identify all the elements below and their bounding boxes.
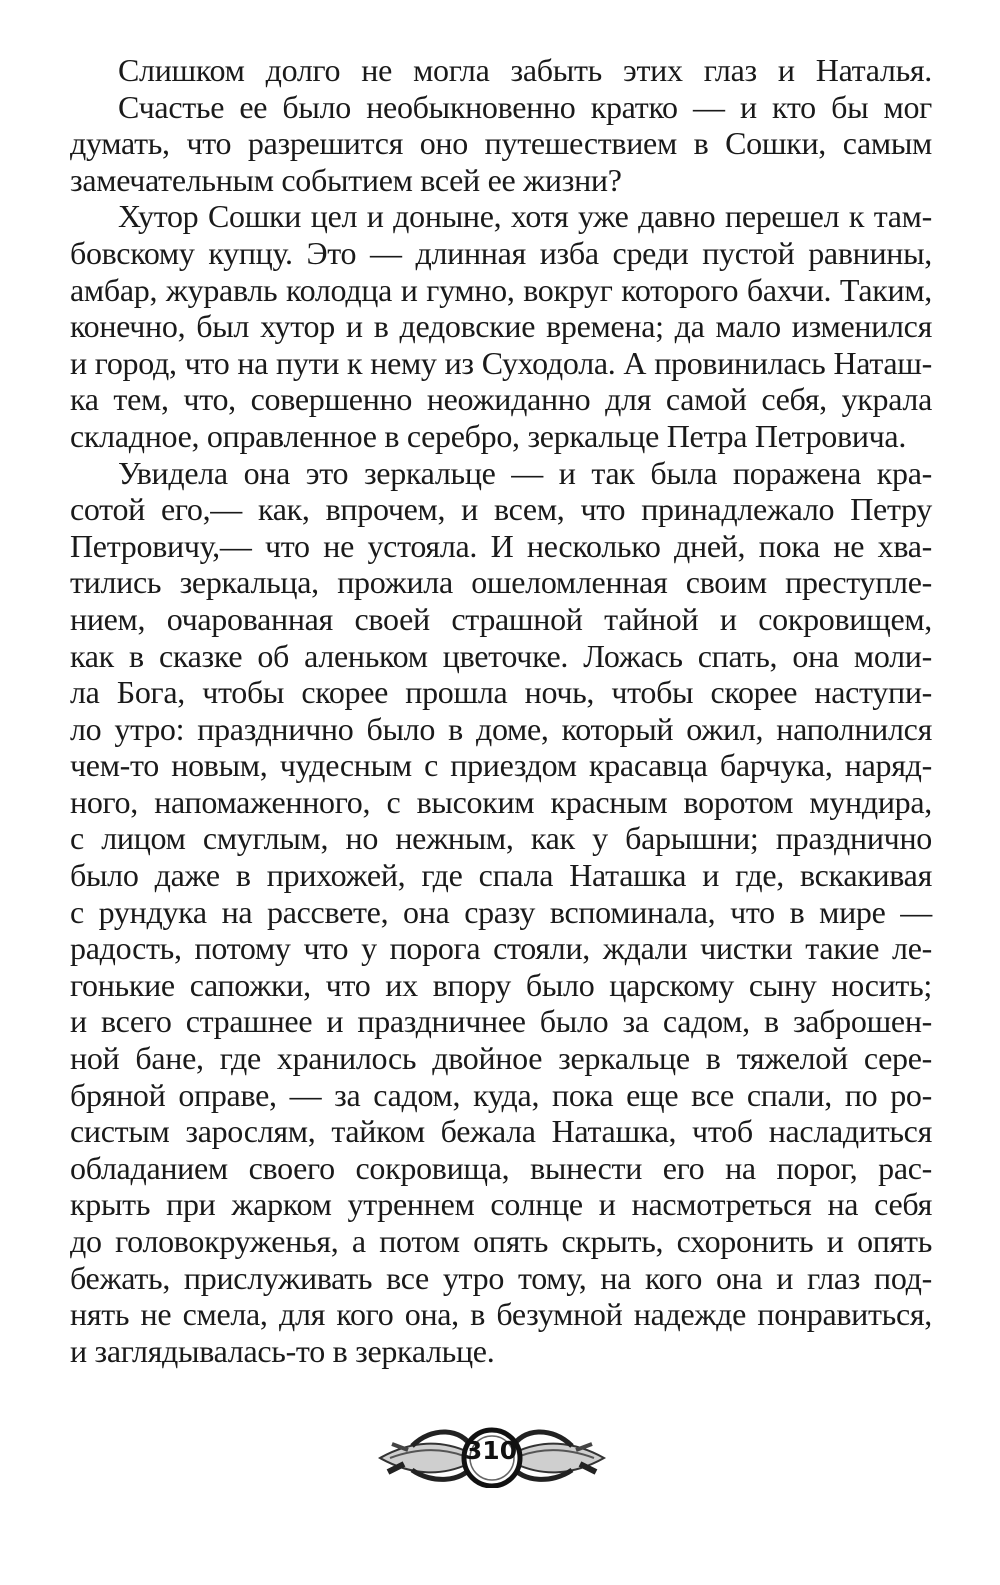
text-line: нять не смела, для кого она, в безумной надежде понравиться, — [70, 1296, 932, 1333]
text-line: Петровичу,— что не устояла. И несколько дней, пока не хва- — [70, 527, 932, 564]
text-line: ло утро: празднично было в доме, который ожил, наполнился — [70, 710, 932, 747]
text-line: ка тем, что, совершенно неожиданно для самой себя, украла — [70, 381, 932, 418]
text-line: нием, очарованная своей страшной тайной и сокровищем, — [70, 600, 932, 637]
page-number: 310 — [464, 1436, 518, 1465]
text-line: крыть при жарком утреннем солнце и насмотреться на себя — [70, 1186, 932, 1223]
text-line: как в сказке об аленьком цветочке. Ложась спать, она моли- — [70, 637, 932, 674]
text-line: ной бане, где хранилось двойное зеркальце в тяжелой сере- — [70, 1040, 932, 1077]
text-line: и город, что на пути к нему из Суходола. А провинилась Наташ- — [70, 344, 932, 381]
text-line: ного, напомаженного, с высоким красным воротом мундира, — [70, 783, 932, 820]
text-line: с рундука на рассвете, она сразу вспоминала, что в мире — — [70, 893, 932, 930]
text-line: тились зеркальца, прожила ошеломленная своим преступле- — [70, 564, 932, 601]
text-line: амбар, журавль колодца и гумно, вокруг которого бахчи. Таким, — [70, 271, 932, 308]
text-line: Счастье ее было необыкновенно кратко — и кто бы мог — [118, 88, 932, 125]
text-page — [70, 52, 932, 1369]
text-line: до головокруженья, а потом опять скрыть, схоронить и опять — [70, 1223, 932, 1259]
text-line: конечно, был хутор и в дедовские времена; да мало изменился — [70, 308, 932, 345]
text-line: замечательным событием всей ее жизни? — [70, 161, 622, 198]
text-line: думать, что разрешится оно путешествием в Сошки, самым — [70, 125, 932, 162]
text-line: и заглядывалась-то в зеркальце. — [70, 1332, 495, 1369]
text-line: ла Бога, чтобы скорее прошла ночь, чтобы скорее наступи- — [70, 674, 932, 711]
text-line: и всего страшнее и праздничнее было за садом, в заброшен- — [70, 1003, 932, 1040]
text-line: складное, оправленное в серебро, зеркальце Петра Петровича. — [70, 417, 907, 454]
text-line: было даже в прихожей, где спала Наташка и где, вскакивая — [70, 857, 932, 894]
text-line: систым зарослям, тайком бежала Наташка, чтоб насладиться — [70, 1113, 932, 1150]
text-line: Слишком долго не могла забыть этих глаз и Наталья. — [118, 52, 932, 88]
text-line: бежать, прислуживать все утро тому, на кого она и глаз под- — [70, 1259, 932, 1296]
text-line: с лицом смуглым, но нежным, как у барышни; празднично — [70, 820, 932, 857]
text-line: Увидела она это зеркальце — и так была поражена кра- — [118, 454, 932, 491]
text-line: Хутор Сошки цел и доныне, хотя уже давно перешел к там- — [118, 198, 932, 235]
text-line: радость, потому что у порога стояли, ждали чистки такие ле- — [70, 930, 932, 967]
text-line: гонькие сапожки, что их впору было царскому сыну носить; — [70, 966, 932, 1003]
text-line: чем-то новым, чудесным с приездом красавца барчука, наряд- — [70, 747, 932, 784]
page-footer — [0, 1418, 1000, 1488]
text-line: обладанием своего сокровища, вынести его на порог, рас- — [70, 1149, 932, 1186]
text-line: бовскому купцу. Это — длинная изба среди пустой равнины, — [70, 234, 932, 271]
text-line: бряной оправе, — за садом, куда, пока еще все спали, по ро- — [70, 1076, 932, 1113]
text-line: сотой его,— как, впрочем, и всем, что принадлежало Петру — [70, 491, 932, 528]
